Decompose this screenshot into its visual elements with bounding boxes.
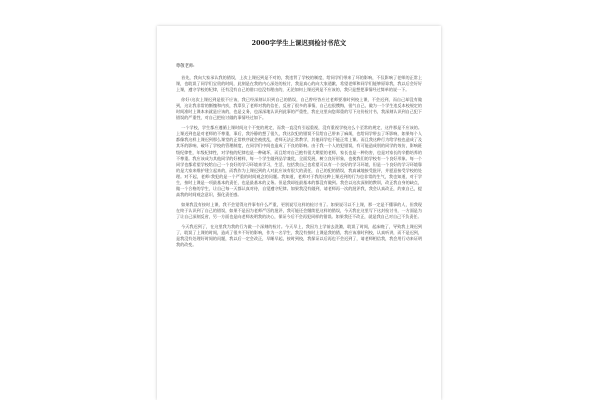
document-title: 2000字学生上课迟到检讨书范文 [251,40,347,47]
document-body [176,40,422,252]
document-page [157,26,441,400]
paragraph: 如果我没有按时上课，我不会觉得这件事有什么严重，更别说写这样的检讨书了。如果说可以不上课，那一定是不懂事的人，但我现在终于认识到了自己的错误，如果不是因为老师严厉的批评，我可能还会继续犯这样的错误，今天我在这里写下这封检讨书，一方面是为了让自己深刻反省，另一方面也是向老师表明我的决心，保证今后不会再犯同样的错误。如果我还不改正，就是我自己对自己不负责任。 [176,201,422,219]
paragraph: 首先，我向大家承认我的错误，上次上课迟到是不对的，我违背了学校的制度，给同学们带来了坏的影响，不仅影响了老师的正常上课，也耽误了同学们宝贵的时间，此刻是在我的内心深处的检讨，我是真心的向大家道歉，希望老师和同学们能够原谅我，我以后会好好上课，遵守学校的纪律，还有没有自己的借口也没有理由的，无论如何上课迟到是不应该的，我只是想把事情经过简单的说一下。 [176,75,422,93]
paragraph: 一个学校，学生都应遵循上课时间这个不变的规定，而我一直没有引起重视，没有重视学校这么个至常的规定，这件那是不应该的。上课迟到也是对老师的不尊重，事后，我冷静的想了很久，我这次犯的错误不仅给自己带来了麻烦，也给同学带去了坏影响，如果每个人都像我这样上课迟到那么课堂的正常秩序就会被扰乱，老师无法正常教学，其他同学也不能正常上课。而且我这种行为给学校也造成了及其坏的影响，破坏了学校的管理制度，在同学们中间也造成了不良的影响。由于我一个人的犯错误，有可能造成别的同学的效仿，影响班级纪律性，年级纪律性，对学校的纪律也是一种破坏，而且给对自己抱有很大期望的老师，家长也是一种伤害，也是对家长的辛勤培养的不尊重。我应该成为其他同学的好榜样，每一个学生做到品学兼优，全面发展，树立良好形象，也使我们的学校有一个良好形象。每一个同学也都希望学校给自己一个良好的学习环境来学习，生活，包括我自己也希望可以有一个良好的学习环境，但是一个良好的学习环境靠的是大家来维护建立起来的，而我作为上课迟到的人对此应该有很大的责任，自己的犯的错误，我真诚地接受批评，并愿意接受学校的处理。对不起，老师!我犯的是一个严重的时间观念的问题。我知道，老师对于我的这种上课迟到的行为也非常的生气，我也知道，对于学生，按时上课是一项最基本的责任，也是最基本的义务。但是我却连最基本的都没有做到。我会以这次深刻的教训，改正我自身的缺点，做一个合格的学生，让自己每一天都认真对待，自觉遵守纪律。如果我没有做到，请老师再一次的批评我，我会认真改正，约束自己，提高我的时间观念意识，强化责任感。 [176,125,422,197]
salutation: 尊敬老师: [176,64,195,69]
paragraph: 你好!这次上课迟到是很不应该，我已经深刻认识到自己的错误，自己曾经答应过老师要准时到校上课，不会迟到，而自己却没有做到，这让我非常的惭愧和内疚，我辜负了老师对我的信任，反省了很多的事情，自己也很懊悔，很气自己，做为一个学生违反本校规定的时间准时上课本来就是应该的，也是义务，也深深地认识到此事的严重性，我在这里向您郑重的写下这份检讨书，我深刻认识到自己犯下错误的严重性，对自己把检讨做的事情经过如下。 [176,97,422,121]
paragraph: 今天我迟到了，在这里我为我的行为做一个深刻的检讨。今天早上，我因为上学前去洗漱，耽误了时间，起床晚了，导致我上课迟到了，耽误了上课的时间，造成了很多不好的影响，作为一名学生，我没有按时上课是我的错，我应该准时到校，认真听讲，而不是迟到，是我没有处理好时间的问题，我以后一定会改正，早睡早起，按时到校，我保证以后再也不会迟到了，请老师相信我，我会用行动来证明我的改变。 [176,224,422,248]
